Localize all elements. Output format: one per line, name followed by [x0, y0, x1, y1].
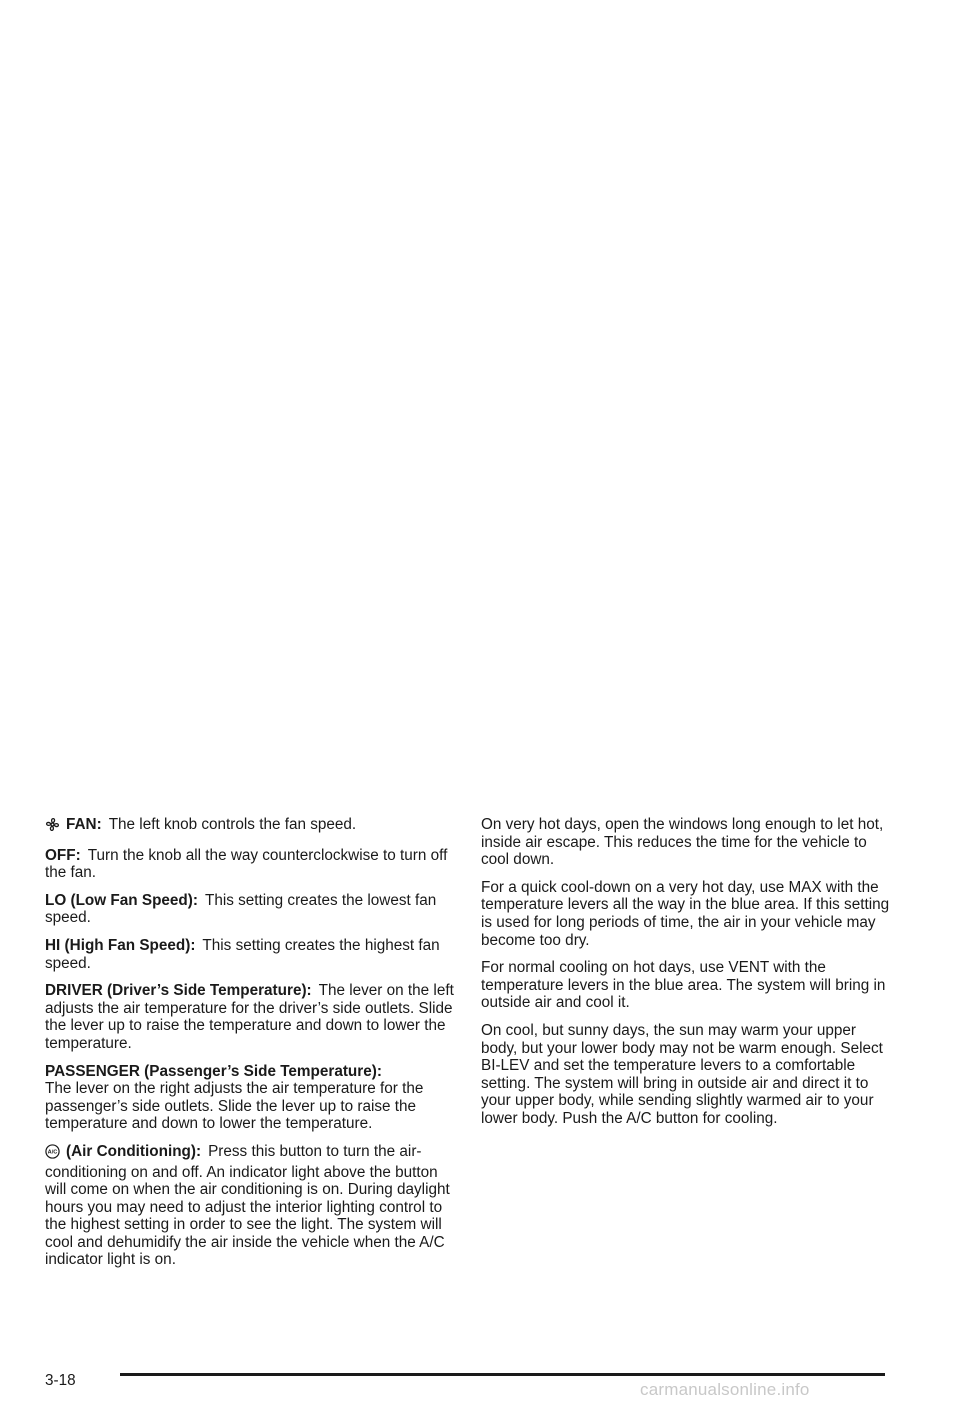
- left-column: [45, 816, 455, 1279]
- normal-cooling-paragraph: For normal cooling on hot days, use VENT with the temperature levers in the blue area. The system will bring in outside air and cool it.: [481, 959, 886, 1012]
- ac-text: Press this button to turn the air-conditioning on and off. An indicator light above the button will come on when the air conditioning is on. During daylight hours you may need to adjust the interior lighting control to the highest setting in order to see the light. The system will cool and dehumidify the air inside the vehicle when the A/C indicator light is on.: [45, 1142, 450, 1269]
- watermark: carmanualsonline.info: [640, 1380, 810, 1399]
- passenger-paragraph: [45, 1063, 455, 1133]
- hi-paragraph: [45, 937, 455, 972]
- passenger-term: PASSENGER (Passenger’s Side Temperature):: [45, 1062, 382, 1080]
- ac-paragraph: [45, 1143, 455, 1269]
- cool-sunny-paragraph: On cool, but sunny days, the sun may warm your upper body, but your lower body may not be warm enough. Select BI-LEV and set the temperature levers to a comfortable setting. The system will bring in outside air and direct it to your upper body, while sending slightly warmed air to your lower body. Push the A/C button for cooling.: [481, 1021, 883, 1127]
- lo-text: This setting creates the lowest fan speed.: [45, 891, 437, 927]
- hi-text: This setting creates the highest fan speed.: [45, 936, 440, 972]
- passenger-text: The lever on the right adjusts the air temperature for the passenger’s side outlets. Slide the lever up to raise the temperature and down to lower the temperature.: [45, 1080, 424, 1133]
- driver-paragraph: [45, 982, 455, 1052]
- fan-paragraph: [45, 816, 455, 837]
- page-number: 3-18: [45, 1372, 76, 1389]
- svg-text:A/C: A/C: [47, 1149, 58, 1156]
- off-text: Turn the knob all the way counterclockwise to turn off the fan.: [45, 846, 448, 882]
- off-term: OFF:: [45, 846, 81, 864]
- off-paragraph: [45, 847, 455, 882]
- lo-term: LO (Low Fan Speed):: [45, 891, 198, 909]
- driver-term: DRIVER (Driver’s Side Temperature):: [45, 982, 312, 1000]
- driver-text: The lever on the left adjusts the air temperature for the driver’s side outlets. Slide the lever up to raise the temperature and down to lower the temperature.: [45, 982, 454, 1052]
- ac-term: (Air Conditioning):: [66, 1142, 202, 1160]
- footer-rule: [120, 1373, 885, 1376]
- hi-term: HI (High Fan Speed):: [45, 936, 196, 954]
- fan-text: The left knob controls the fan speed.: [108, 816, 357, 833]
- fan-term: FAN:: [66, 816, 102, 833]
- hot-days-paragraph: On very hot days, open the windows long enough to let hot, inside air escape. This reduces the time for the vehicle to cool down.: [481, 816, 884, 869]
- ac-icon: [45, 1144, 60, 1164]
- lo-paragraph: [45, 892, 455, 927]
- fan-icon: [45, 817, 60, 837]
- right-column: [481, 816, 891, 1138]
- quick-cool-paragraph: For a quick cool-down on a very hot day, use MAX with the temperature levers all the way in the blue area. If this setting is used for long periods of time, the air in your vehicle may become too dry.: [481, 878, 890, 949]
